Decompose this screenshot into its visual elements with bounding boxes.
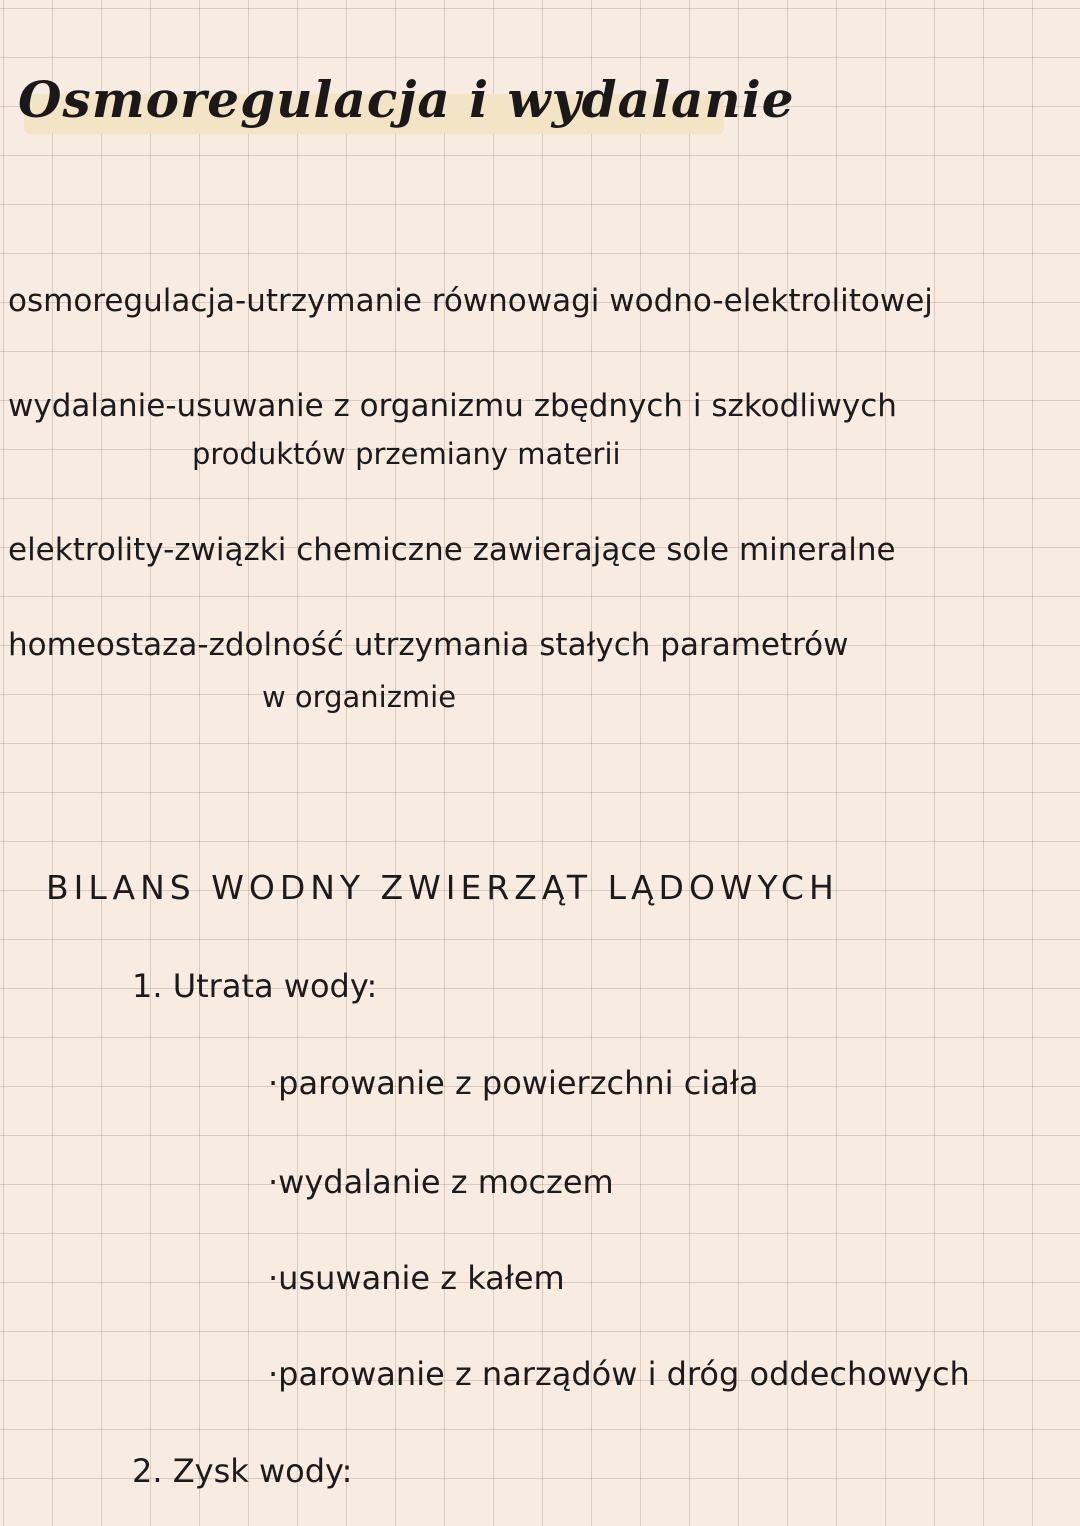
definition-text: usuwanie z organizmu zbędnych i szkodliwych <box>176 388 897 424</box>
definition-separator: - <box>235 283 247 319</box>
definition-text: związki chemiczne zawierające sole mineralne <box>174 532 896 568</box>
definition-separator: - <box>197 627 209 663</box>
list-label-utrata: 1. Utrata wody: <box>132 967 378 1005</box>
section-heading: BILANS WODNY ZWIERZĄT LĄDOWYCH <box>46 868 839 907</box>
definition-separator: - <box>165 388 177 424</box>
definition-continuation: w organizmie <box>262 680 457 714</box>
page-title-block <box>18 60 795 140</box>
definition-term: osmoregulacja <box>8 283 236 319</box>
definition-wydalanie <box>8 388 897 424</box>
definition-separator: - <box>163 532 175 568</box>
definition-term: homeostaza <box>8 627 198 663</box>
definition-term: wydalanie <box>8 388 166 424</box>
definition-continuation: produktów przemiany materii <box>192 437 621 471</box>
page-title: Osmoregulacja i wydalanie <box>18 70 795 129</box>
definition-elektrolity <box>8 532 896 568</box>
list-item: ·wydalanie z moczem <box>268 1163 614 1201</box>
definition-text: utrzymanie równowagi wodno-elektrolitowej <box>246 283 933 319</box>
definition-osmoregulacja <box>8 283 933 319</box>
definition-term: elektrolity <box>8 532 164 568</box>
list-item: ·usuwanie z kałem <box>268 1259 565 1297</box>
definition-homeostaza <box>8 627 849 663</box>
definition-text: zdolność utrzymania stałych parametrów <box>208 627 849 663</box>
list-item: ·parowanie z powierzchni ciała <box>268 1064 759 1102</box>
list-label-zysk: 2. Zysk wody: <box>132 1452 353 1490</box>
list-item: ·parowanie z narządów i dróg oddechowych <box>268 1355 970 1393</box>
